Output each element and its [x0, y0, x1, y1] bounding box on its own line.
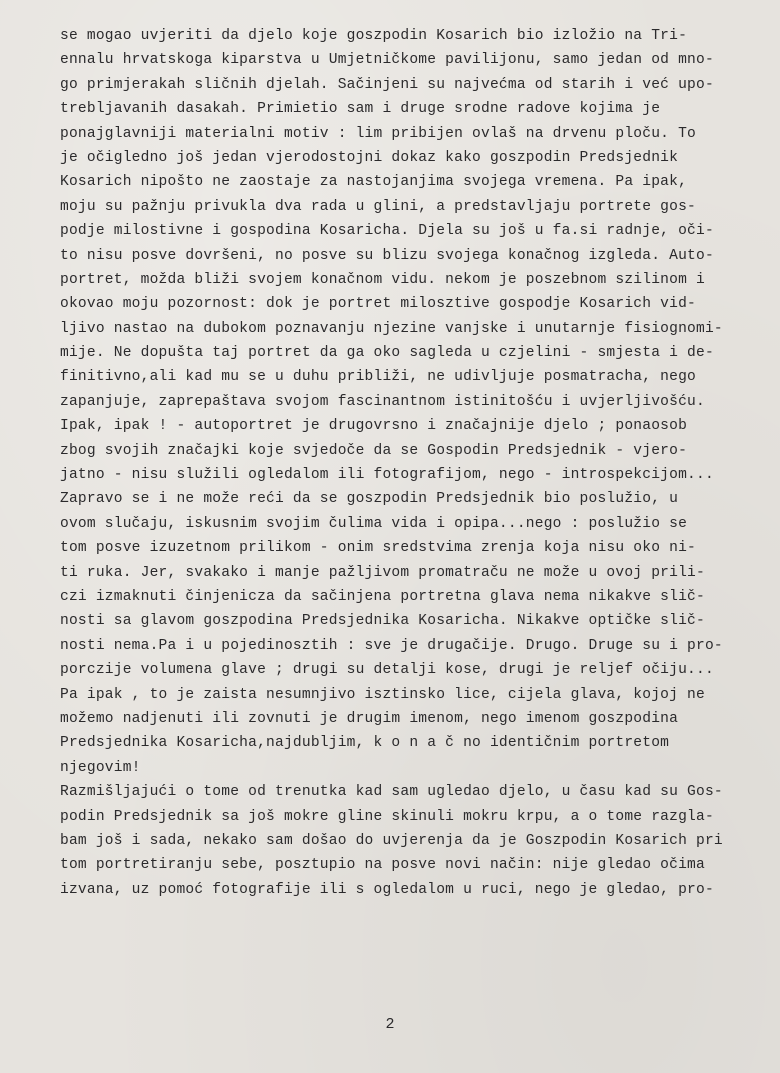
text-line: Predsjednika Kosaricha,najdubljim, k o n a č no identičnim portretom: [60, 735, 670, 752]
text-line: ponajglavniji materialni motiv : lim pribijen ovlaš na drvenu ploču. To: [60, 125, 696, 142]
text-line: jatno - nisu služili ogledalom ili fotografijom, nego - introspekcijom...: [60, 467, 714, 484]
text-line: porczije volumena glave ; drugi su detalji kose, drugi je reljef očiju...: [60, 662, 714, 679]
text-line: zbog svojih značajki koje svjedoče da se Gospodin Predsjednik - vjero-: [60, 442, 688, 459]
text-line: Zapravo se i ne može reći da se goszpodin Predsjednik bio poslužio, u: [60, 491, 679, 508]
text-line: zapanjuje, zaprepaštava svojom fascinantnom istinitošću i uvjerljivošću.: [60, 393, 705, 410]
text-line: izvana, uz pomoć fotografije ili s ogledalom u ruci, nego je gledao, pro-: [60, 881, 714, 898]
text-line: njegovim!: [60, 759, 141, 776]
text-line: Kosarich nipošto ne zaostaje za nastojanjima svojega vremena. Pa ipak,: [60, 174, 688, 191]
text-line: je očigledno još jedan vjerodostojni dokaz kako goszpodin Predsjednik: [60, 149, 679, 166]
text-line: se mogao uvjeriti da djelo koje goszpodin Kosarich bio izložio na Tri-: [60, 28, 688, 44]
text-line: Ipak, ipak ! - autoportret je drugovrsno i značajnije djelo ; ponaosob: [60, 418, 688, 435]
text-line: Pa ipak , to je zaista nesumnjivo isztinsko lice, cijela glava, kojoj ne: [60, 686, 705, 703]
text-line: portret, možda bliži svojem konačnom vidu. nekom je poszebnom szilinom i: [60, 271, 705, 288]
text-line: moju su pažnju privukla dva rada u glini, a predstavljaju portrete gos-: [60, 198, 696, 215]
text-line: okovao moju pozornost: dok je portret milosztive gospodje Kosarich vid-: [60, 296, 696, 313]
text-line: to nisu posve dovršeni, no posve su blizu svojega konačnog izgleda. Auto-: [60, 247, 714, 264]
text-line: Razmišljajući o tome od trenutka kad sam ugledao djelo, u času kad su Gos-: [60, 784, 723, 801]
text-line: go primjerakah sličnih djelah. Sačinjeni su najvećma od starih i već upo-: [60, 76, 714, 93]
text-line: podje milostivne i gospodina Kosaricha. Djela su još u fa.si radnje, oči-: [60, 223, 714, 240]
text-line: možemo nadjenuti ili zovnuti je drugim imenom, nego imenom goszpodina: [60, 710, 679, 727]
text-line: tom portretiranju sebe, posztupio na posve novi način: nije gledao očima: [60, 857, 705, 874]
text-line: nosti sa glavom goszpodina Predsjednika Kosaricha. Nikakve optičke slič-: [60, 613, 705, 630]
body-text: [60, 24, 760, 902]
text-line: podin Predsjednik sa još mokre gline skinuli mokru krpu, a o tome razgla-: [60, 808, 714, 825]
text-line: czi izmaknuti činjenicza da sačinjena portretna glava nema nikakve slič-: [60, 588, 705, 605]
text-line: mije. Ne dopušta taj portret da ga oko sagleda u czjelini - smjesta i de-: [60, 345, 714, 362]
text-line: ovom slučaju, iskusnim svojim čulima vida i opipa...nego : poslužio se: [60, 515, 688, 532]
text-line: ennalu hrvatskoga kiparstva u Umjetničkome pavilijonu, samo jedan od mno-: [60, 52, 714, 69]
text-line: nosti nema.Pa i u pojedinosztih : sve je drugačije. Drugo. Druge su i pro-: [60, 637, 723, 654]
text-line: ti ruka. Jer, svakako i manje pažljivom promatraču ne može u ovoj prili-: [60, 564, 705, 581]
text-line: finitivno,ali kad mu se u duhu približi, ne udivljuje posmatracha, nego: [60, 369, 696, 386]
text-line: bam još i sada, nekako sam došao do uvjerenja da je Goszpodin Kosarich pri: [60, 832, 723, 849]
text-line: trebljavanih dasakah. Primietio sam i druge srodne radove kojima je: [60, 101, 661, 118]
text-line: ljivo nastao na dubokom poznavanju njezine vanjske i unutarnje fisiognomi-: [60, 320, 723, 337]
page-number: 2: [385, 1016, 395, 1033]
text-line: tom posve izuzetnom prilikom - onim sredstvima zrenja koja nisu oko ni-: [60, 540, 696, 557]
